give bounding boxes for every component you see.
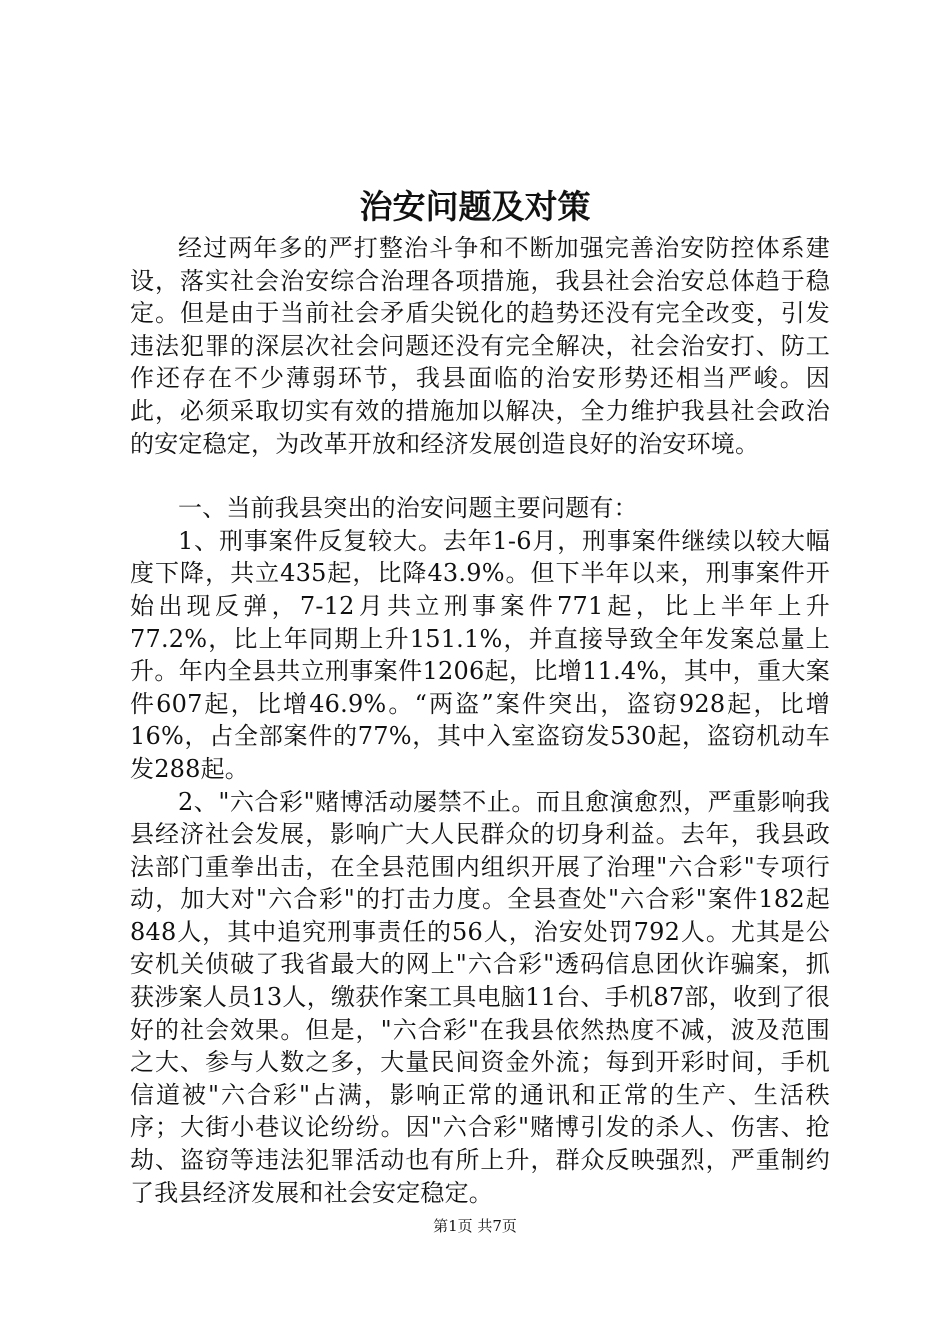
page-title: 治安问题及对策	[359, 187, 591, 226]
intro-paragraph: 经过两年多的严打整治斗争和不断加强完善治安防控体系建设，落实社会治安综合治理各项措施，我县社会治安总体趋于稳定。但是由于当前社会矛盾尖锐化的趋势还没有完全改变，引发违法犯罪的深层次社会问题还没有完全解决，社会治安打、防工作还存在不少薄弱环节，我县面临的治安形势还相当严峻。因此，必须采取切实有效的措施加以解决，全力维护我县社会政治的安定稳定，为改革开放和经济发展创造良好的治安环境。	[130, 234, 830, 458]
section-heading: 一、当前我县突出的治安问题主要问题有：	[178, 494, 638, 523]
page-number-footer: 第1页 共7页	[433, 1217, 517, 1235]
paragraph-criminal-cases: 1、刑事案件反复较大。去年1-6月，刑事案件继续以较大幅度下降，共立435起，比降43.9%。但下半年以来，刑事案件开始出现反弹，7-12月共立刑事案件771起，比上半年上升77.2%，比上年同期上升151.1%，并直接导致全年发案总量上升。年内全县共立刑事案件1206起，比增11.4%，其中，重大案件607起，比增46.9%。“两盗”案件突出，盗窃928起，比增16%，占全部案件的77%，其中入室盗窃发530起，盗窃机动车发288起。	[130, 526, 830, 783]
document-body	[130, 232, 830, 1209]
paragraph-lottery-gambling: 2、"六合彩"赌博活动屡禁不止。而且愈演愈烈，严重影响我县经济社会发展，影响广大人民群众的切身利益。去年，我县政法部门重拳出击，在全县范围内组织开展了治理"六合彩"专项行动，加大对"六合彩"的打击力度。全县查处"六合彩"案件182起848人，其中追究刑事责任的56人，治安处罚792人。尤其是公安机关侦破了我省最大的网上"六合彩"透码信息团伙诈骗案，抓获涉案人员13人，缴获作案工具电脑11台、手机87部，收到了很好的社会效果。但是，"六合彩"在我县依然热度不减，波及范围之大、参与人数之多，大量民间资金外流；每到开彩时间，手机信道被"六合彩"占满，影响正常的通讯和正常的生产、生活秩序；大街小巷议论纷纷。因"六合彩"赌博引发的杀人、伤害、抢劫、盗窃等违法犯罪活动也有所上升，群众反映强烈，严重制约了我县经济发展和社会安定稳定。	[130, 787, 830, 1207]
paragraph-spacer	[130, 460, 830, 492]
